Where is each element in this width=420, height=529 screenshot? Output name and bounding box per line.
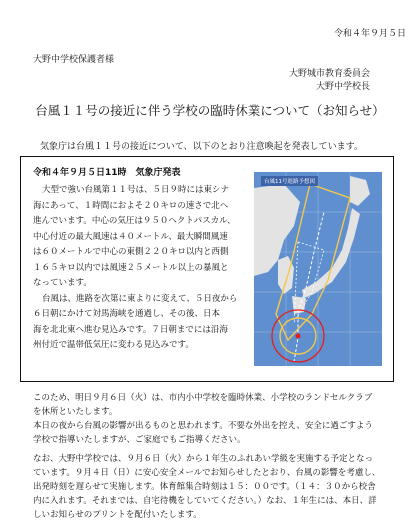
body-line: を休所といたします。 — [33, 407, 118, 417]
body-line: 本日の夜から台風の影響が出るものと思われます。不要な外出を控え、安全に過ごすよう — [33, 421, 373, 431]
intro-text: 気象庁は台風１１号の接近について、以下のとおり注意喚起を発表しています。 — [40, 142, 363, 152]
notice-line: 中心付近の最大風速は４０メートル、最大瞬間風速 — [33, 231, 228, 242]
body-paragraph-camp — [33, 452, 393, 522]
typhoon-center — [296, 334, 301, 339]
notice-line: なっています。 — [33, 278, 92, 288]
notice-line: １６５キロ以内では風速２５メートル以上の暴風と — [33, 262, 229, 273]
page-title: 台風１１号の接近に伴う学校の臨時休業について（お知らせ） — [35, 103, 385, 118]
body-line: 出発時刻を遅らせて実施します。体育館集合時刻は１５：００です。（１４：３０から校舎 — [33, 482, 376, 492]
body-paragraph-closure — [33, 391, 393, 447]
notice-line: 海にあって、１時間におよそ２０キロの速さで北へ — [33, 200, 229, 211]
notice-line: 海を北北東へ進む見込みです。７日朝までには沿海 — [33, 324, 228, 335]
typhoon-track-map — [254, 172, 382, 366]
notice-line: 台風は、進路を次第に東よりに変えて、５日夜から — [42, 293, 238, 304]
body-line: しいお知らせのプリントを配付いたします。 — [33, 510, 202, 520]
sender-school: 大野中学校長 — [315, 82, 370, 92]
body-line: このため、明日９月６日（火）は、市内小中学校を臨時休業、小学校のランドセルクラブ — [33, 393, 373, 403]
notice-heading: 令和４年９月５日11時 気象庁発表 — [33, 168, 181, 178]
body-line: 学校で指導いたしますが、ご家庭でもご指導ください。 — [33, 435, 246, 445]
body-line: ています。９月４日（日）に安心安全メールでお知らせしたとおり、台風の影響を考慮し、 — [33, 468, 381, 478]
notice-line: 進んでいます。中心の気圧は９５０ヘクトパスカル、 — [33, 216, 236, 226]
notice-line: 大型で強い台風第１１号は、５日９時には東シナ — [42, 185, 230, 195]
issue-date: 令和４年９月５日 — [333, 29, 406, 39]
notice-line: ６日朝にかけて対馬海峡を通過し、その後、日本 — [33, 309, 221, 319]
notice-line: は６０メートルで中心の東側２２０キロ以内と西側 — [33, 247, 229, 257]
body-line: なお、大野中学校では、９月６日（火）から１年生のふれあい学級を実施する予定となっ — [33, 454, 374, 464]
notice-text — [33, 183, 239, 354]
typhoon-map-svg — [254, 172, 382, 366]
notice-line: 州付近で温帯低気圧に変わる見込みです。 — [33, 340, 194, 350]
body-line: 内に入れます。それまでは、自宅待機をしていてください。）なお、１年生には、本日、詳 — [33, 496, 377, 506]
map-label: 台風11号進路予想図 — [261, 176, 318, 186]
sender-organization: 大野城市教育委員会 — [288, 69, 370, 79]
addressee: 大野中学校保護者様 — [33, 55, 115, 65]
